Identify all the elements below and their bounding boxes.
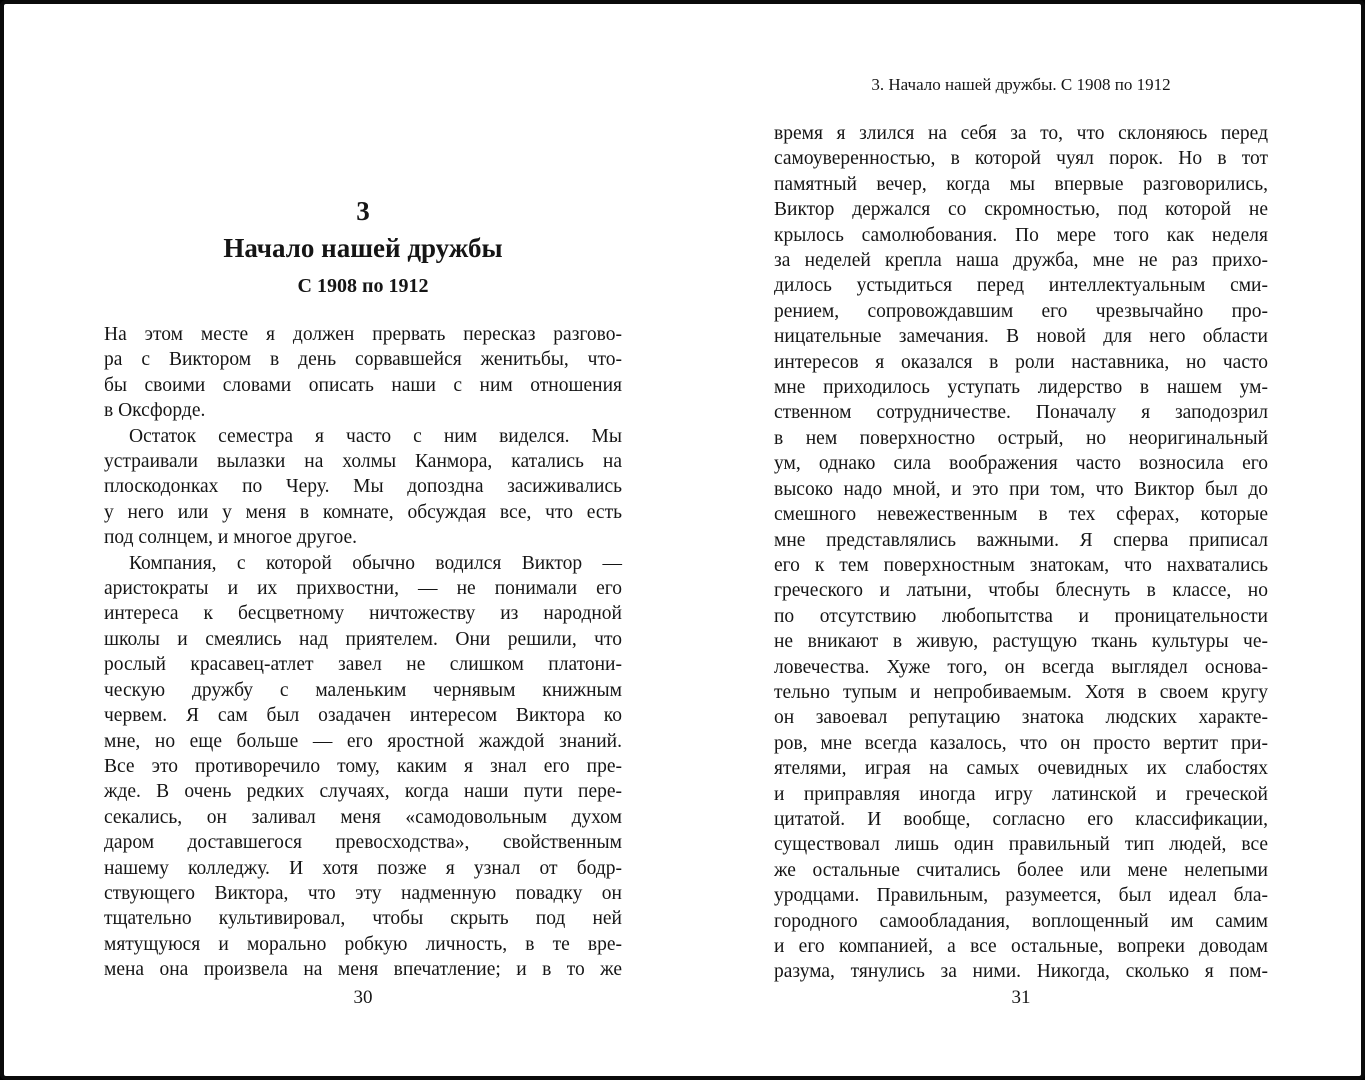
text-line: мятущуюся и морально робкую личность, в те вре- — [104, 933, 622, 955]
text-line: рослый красавец-атлет завел не слишком платони- — [104, 654, 622, 676]
text-line: ческую дружбу с маленьким чернявым книжным — [104, 679, 622, 701]
text-line: городного самообладания, воплощенный им самим — [774, 910, 1268, 932]
page-left — [104, 4, 622, 1076]
text-line: время я злился на себя за то, что склоняюсь перед — [774, 123, 1268, 144]
text-line: секались, он заливал меня «самодовольным духом — [104, 806, 622, 828]
text-line: высоко надо мной, и это при том, что Виктор был до — [774, 478, 1268, 500]
text-line: Остаток семестра я часто с ним виделся. Мы — [129, 425, 622, 447]
chapter-number: 3 — [356, 196, 370, 226]
text-line: существовал лишь один правильный тип людей, все — [774, 834, 1268, 856]
text-line: устраивали вылазки на холмы Канмора, катались на — [104, 451, 622, 473]
text-line: ятелями, играя на самых очевидных их слабостях — [774, 758, 1268, 780]
text-line: ра с Виктором в день сорвавшейся женитьбы, что- — [104, 349, 622, 371]
text-line: ум, однако сила воображения часто возносила его — [774, 453, 1268, 475]
text-line: и его компанией, а все остальные, вопреки доводам — [774, 936, 1268, 957]
text-line: тщательно культивировал, чтобы скрыть под ней — [104, 908, 622, 930]
text-line: интереса к бесцветному ничтожеству из народной — [104, 603, 622, 625]
text-line: мена она произвела на меня впечатление; и в то же — [104, 959, 622, 981]
text-line: уродцами. Правильным, разумеется, был идеал бла- — [774, 885, 1268, 907]
text-line: же остальные считались более или мене нелепыми — [774, 859, 1268, 881]
text-line: тельно тупым и непробиваемым. Хотя в своем кругу — [774, 681, 1268, 703]
chapter-title: Начало нашей дружбы — [223, 233, 503, 263]
page-number-left: 30 — [353, 987, 373, 1008]
text-line: мне представлялись важными. Я сперва приписал — [774, 529, 1268, 551]
text-line: Виктор держался со скромностью, под которой не — [774, 199, 1268, 221]
text-line: аристократы и их прихвостни, — не понимали его — [104, 578, 622, 600]
text-line: памятный вечер, когда мы впервые разговорились, — [774, 173, 1268, 195]
text-line: в Оксфорде. — [104, 400, 206, 422]
text-line: разума, тянулись за ними. Никогда, сколько я пом- — [774, 961, 1268, 983]
text-line: На этом месте я должен прервать пересказ разгово- — [104, 324, 622, 345]
text-line: самоуверенностью, в которой чуял порок. Но в тот — [774, 148, 1268, 170]
text-line: крылось самолюбования. По мере того как неделя — [774, 224, 1268, 246]
text-line: в нем поверхностно острый, но неоригинальный — [774, 427, 1268, 449]
text-line: ловечества. Хуже того, он всегда выглядел основа- — [774, 656, 1268, 678]
text-line: Все это противоречило тому, каким я знал его пре- — [104, 755, 622, 777]
text-line: под солнцем, и многое другое. — [104, 527, 357, 549]
text-line: плоскодонках по Черу. Мы допоздна засиживались — [104, 476, 622, 498]
chapter-subtitle: С 1908 по 1912 — [297, 275, 429, 297]
text-line: бы своими словами описать наши с ним отношения — [104, 374, 622, 396]
paragraph — [104, 322, 622, 424]
text-line: червем. Я сам был озадачен интересом Виктора ко — [104, 705, 622, 727]
page-number-right: 31 — [1011, 987, 1031, 1008]
text-line: ров, мне всегда казалось, что он просто вертит при- — [774, 732, 1268, 754]
page-right — [774, 4, 1268, 1076]
text-line: его к тем поверхностным знатокам, что нахватались — [774, 554, 1268, 576]
text-line: ствующего Виктора, что эту надменную повадку он — [104, 882, 622, 904]
text-line: ницательные замечания. В новой для него области — [774, 326, 1268, 348]
text-line: за неделей крепла наша дружба, мне не раз прихо- — [774, 250, 1268, 272]
text-line: Компания, с которой обычно водился Виктор — — [129, 552, 622, 574]
text-line: рением, сопровождавшим его чрезвычайно про- — [774, 300, 1268, 322]
text-line: у него или у меня в комнате, обсуждая все, что есть — [104, 501, 622, 523]
running-header: 3. Начало нашей дружбы. С 1908 по 1912 — [871, 75, 1171, 94]
text-line: школы и смеялись над приятелем. Они решили, что — [104, 628, 622, 650]
text-line: интересов я оказался в роли наставника, но часто — [774, 351, 1268, 373]
text-line: мне приходилось уступать лидерство в нашем ум- — [774, 377, 1268, 399]
text-line: не вникают в живую, растущую ткань культуры че- — [774, 631, 1268, 653]
text-line: ственном сотрудничестве. Поначалу я заподозрил — [774, 402, 1268, 424]
text-line: греческого и латыни, чтобы блеснуть в классе, но — [774, 580, 1268, 602]
paragraph — [104, 424, 622, 551]
text-line: он завоевал репутацию знатока людских характе- — [774, 707, 1268, 729]
right-page-body — [774, 121, 1268, 985]
paragraph — [104, 551, 622, 983]
text-line: и приправляя иногда игру латинской и греческой — [774, 783, 1268, 805]
paragraph — [774, 121, 1268, 985]
text-line: цитатой. И вообще, согласно его классификации, — [774, 808, 1268, 830]
text-line: смешного невежественным в тех сферах, которые — [774, 504, 1268, 526]
text-line: по отсутствию любопытства и проницательности — [774, 605, 1268, 627]
text-line: жде. В очень редких случаях, когда наши пути пере- — [104, 781, 622, 803]
text-line: даром доставшегося превосходства», свойственным — [104, 832, 622, 854]
text-line: мне, но еще больше — его яростной жаждой знаний. — [104, 730, 622, 752]
text-line: дилось устыдиться перед интеллектуальным сми- — [774, 275, 1268, 297]
text-line: нашему колледжу. И хотя позже я узнал от бодр- — [104, 857, 622, 879]
left-page-body — [104, 322, 622, 983]
